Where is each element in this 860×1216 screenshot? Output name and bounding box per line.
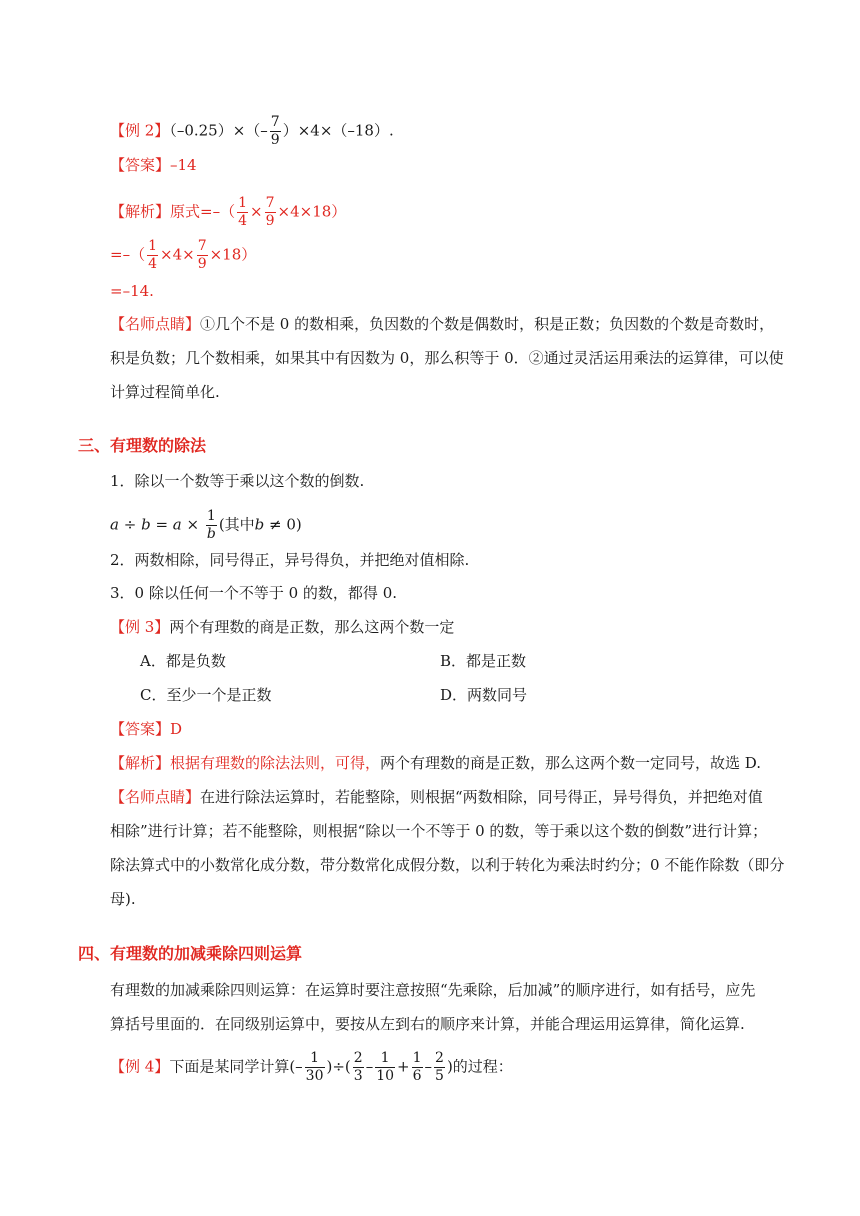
- example-4-question: 【例 4】下面是某同学计算(– $\frac{1}{30}$ )÷( $\frac{2}{3}$ – $\frac{1}{10}$ + $\frac{1}{6}$ – $\frac{2}{5}$ )的过程：: [110, 1050, 513, 1084]
- section-4-heading: 四、有理数的加减乘除四则运算: [78, 944, 303, 963]
- fraction: $\frac{1}{b}$: [206, 508, 216, 542]
- section-4-paragraph-line-2: 算括号里面的．在同级别运算中，要按从左到右的顺序来计算，并能合理运用运算律，简化运算.: [110, 1015, 745, 1033]
- example-2-question: 【例 2】（–0.25）×（– $\frac{7}{9}$ ）×4×（–18）.: [110, 114, 394, 148]
- division-formula: a ÷ b = a × $\frac{1}{b}$ (其中b ≠ 0): [110, 508, 302, 542]
- option-b: B．都是正数: [440, 652, 527, 670]
- answer-value: D: [170, 720, 183, 738]
- example-label: 【例 3】: [110, 618, 170, 636]
- fraction: $\frac{7}{9}$: [197, 238, 207, 272]
- section-3-heading: 三、有理数的除法: [78, 436, 207, 455]
- fraction: $\frac{1}{4}$: [148, 238, 157, 272]
- fraction: $\frac{1}{10}$: [376, 1050, 395, 1084]
- rule-3: 3．0 除以任何一个不等于 0 的数，都得 0.: [110, 584, 398, 602]
- fraction: $\frac{1}{30}$: [305, 1050, 324, 1084]
- answer-label: 【答案】: [110, 720, 171, 738]
- answer-label: 【答案】: [110, 156, 171, 174]
- example-3-answer: [110, 719, 182, 739]
- example-3-tip-line-1: 【名师点睛】在进行除法运算时，若能整除，则根据“两数相除，同号得正，异号得负，并把绝对值: [110, 788, 763, 806]
- example-3-question: 【例 3】两个有理数的商是正数，那么这两个数一定: [110, 618, 455, 636]
- fraction: $\frac{2}{3}$: [353, 1050, 363, 1084]
- example-3-tip-line-3: 除法算式中的小数常化成分数，带分数常化成假分数，以利于转化为乘法时约分；0 不能作除数（即分: [110, 856, 785, 874]
- option-c: C．至少一个是正数: [140, 686, 272, 704]
- fraction: $\frac{7}{9}$: [270, 114, 280, 148]
- example-3-solution: 【解析】根据有理数的除法法则，可得，两个有理数的商是正数，那么这两个数一定同号，故选 D.: [110, 754, 762, 772]
- fraction: $\frac{7}{9}$: [265, 195, 275, 229]
- answer-value: –14: [170, 156, 197, 174]
- fraction: $\frac{1}{4}$: [238, 195, 248, 229]
- example-2-tip-line-2: 积是负数；几个数相乘，如果其中有因数为 0，那么积等于 0．②通过灵活运用乘法的运算律，可以使: [110, 349, 784, 367]
- tip-label: 【名师点睛】: [110, 315, 201, 333]
- example-2-step-3: =–14.: [110, 282, 154, 300]
- rule-1: 1．除以一个数等于乘以这个数的倒数.: [110, 472, 365, 490]
- solution-label: 【解析】: [110, 202, 171, 221]
- example-3-tip-line-4: 母).: [110, 890, 136, 908]
- fraction: $\frac{1}{6}$: [412, 1050, 422, 1084]
- example-2-tip-line-1: 【名师点睛】①几个不是 0 的数相乘，负因数的个数是偶数时，积是正数；负因数的个数是奇数时，: [110, 315, 775, 333]
- example-label: 【例 2】: [110, 121, 170, 140]
- solution-label: 【解析】: [110, 754, 171, 772]
- example-2-step-2: =–（ $\frac{1}{4}$ ×4× $\frac{7}{9}$ ×18）: [110, 238, 257, 272]
- rule-2: 2．两数相除，同号得正，异号得负，并把绝对值相除.: [110, 551, 470, 569]
- example-2-tip-line-3: 计算过程简单化.: [110, 383, 220, 401]
- example-2-solution: 【解析】原式=–（ $\frac{1}{4}$ × $\frac{7}{9}$ ×4×18）: [110, 195, 347, 229]
- fraction: $\frac{2}{5}$: [435, 1050, 444, 1084]
- example-label: 【例 4】: [110, 1057, 170, 1076]
- section-4-paragraph-line-1: 有理数的加减乘除四则运算：在运算时要注意按照“先乘除，后加减”的顺序进行，如有括号，应先: [110, 981, 756, 999]
- example-3-tip-line-2: 相除”进行计算；若不能整除，则根据“除以一个不等于 0 的数，等于乘以这个数的倒数”进行计算；: [110, 822, 768, 840]
- tip-label: 【名师点睛】: [110, 788, 201, 806]
- option-a: A．都是负数: [140, 652, 226, 670]
- option-d: D．两数同号: [440, 686, 528, 704]
- example-2-answer: [110, 155, 197, 175]
